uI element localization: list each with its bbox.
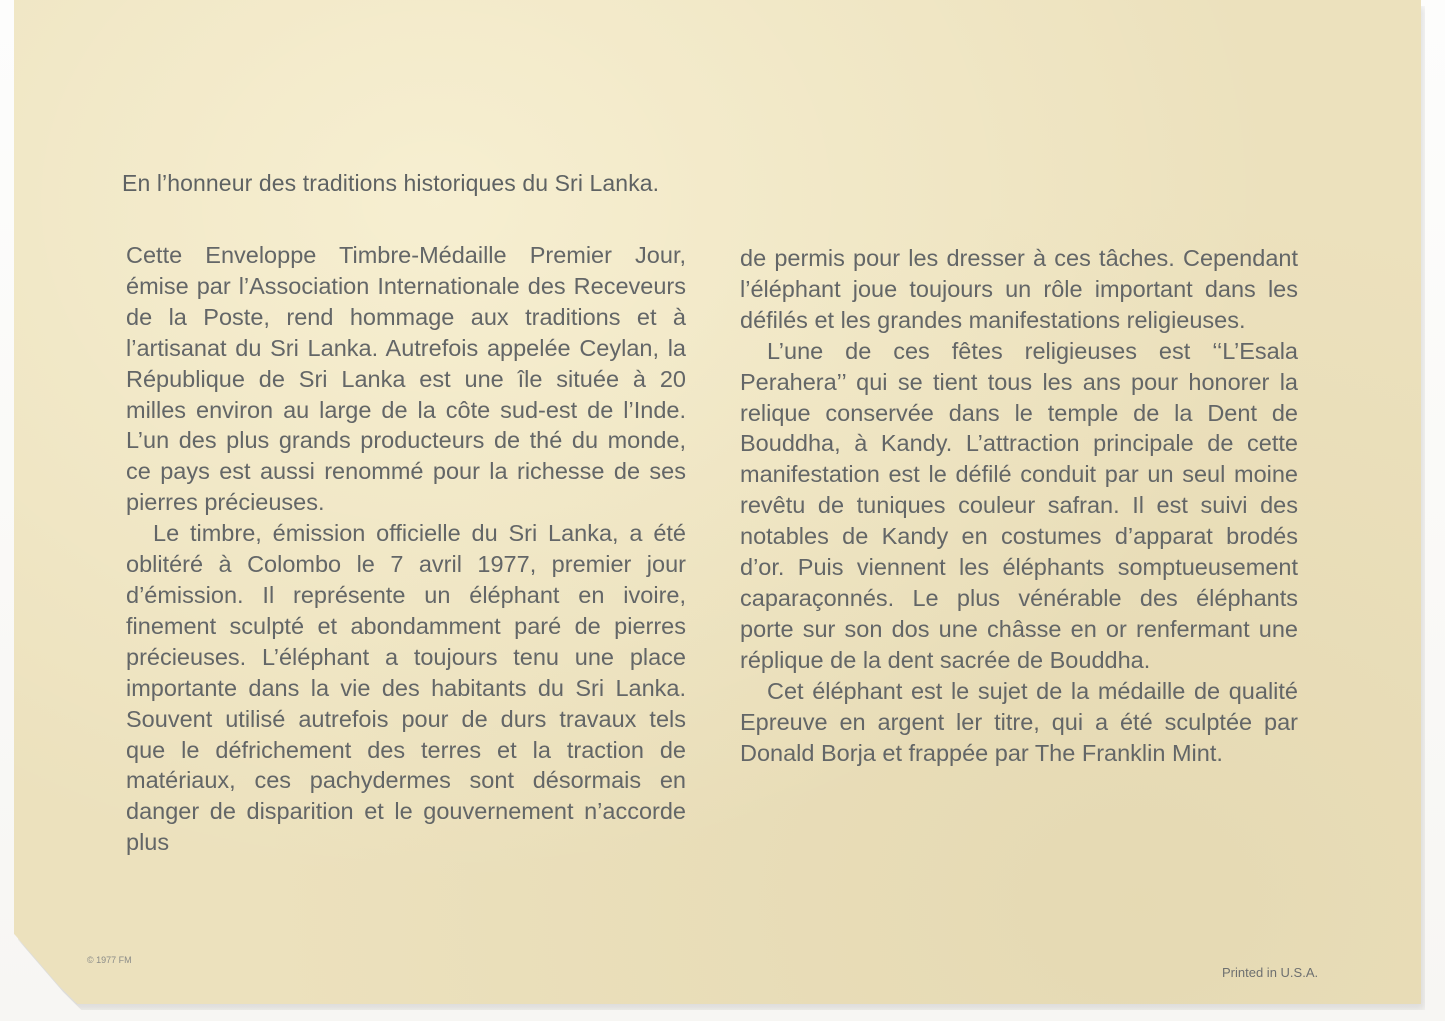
paragraph-continuation: de permis pour les dresser à ces tâches. Cependant l’éléphant joue toujours un rôle important dans les défilés et les grandes manifestations religieuses.	[740, 245, 1298, 333]
right-text-column	[740, 243, 1298, 768]
card-heading: En l’honneur des traditions historiques du Sri Lanka.	[122, 170, 660, 196]
left-text-column	[126, 240, 686, 858]
paragraph-stamp: Le timbre, émission officielle du Sri Lanka, a été oblitéré à Colombo le 7 avril 1977, premier jour d’émission. Il représente un éléphant en ivoire, finement sculpté et abondamment paré de pierres précieuses. L’éléphant a toujours tenu une place importante dans la vie des habitants du Sri Lanka. Souvent utilisé autrefois pour de durs travaux tels que le défrichement des terres et la traction de matériaux, ces pachydermes sont désormais en danger de disparition et le gouvernement n’accorde plus	[126, 520, 686, 856]
paragraph-medal: Cet éléphant est le sujet de la médaille de qualité Epreuve en argent ler titre, qui a été sculptée par Donald Borja et frappée par The Franklin Mint.	[740, 677, 1298, 766]
copyright-notice: © 1977 FM	[87, 955, 132, 965]
paragraph-perahera: L’une de ces fêtes religieuses est ‘‘L’Esala Perahera’’ qui se tient tous les ans pour honorer la relique conservée dans le temple de la Dent de Bouddha, à Kandy. L’attraction principale de cette manifestation est le défilé conduit par un seul moine revêtu de tuniques couleur safran. Il est suivi des notables de Kandy en costumes d’apparat brodés d’or. Puis viennent les éléphants somptueusement caparaçonnés. Le plus vénérable des éléphants porte sur son dos une châsse en or renfermant une réplique de la dent sacrée de Bouddha.	[740, 337, 1298, 673]
printed-in-notice: Printed in U.S.A.	[1222, 965, 1319, 980]
paragraph-intro: Cette Enveloppe Timbre-Médaille Premier Jour, émise par l’Association Internationale des Receveurs de la Poste, rend hommage aux traditions et à l’artisanat du Sri Lanka. Autrefois appelée Ceylan, la République de Sri Lanka est une île située à 20 milles environ au large de la côte sud-est de l’Inde. L’un des plus grands producteurs de thé du monde, ce pays est aussi renommé pour la richesse de ses pierres précieuses.	[126, 242, 686, 516]
